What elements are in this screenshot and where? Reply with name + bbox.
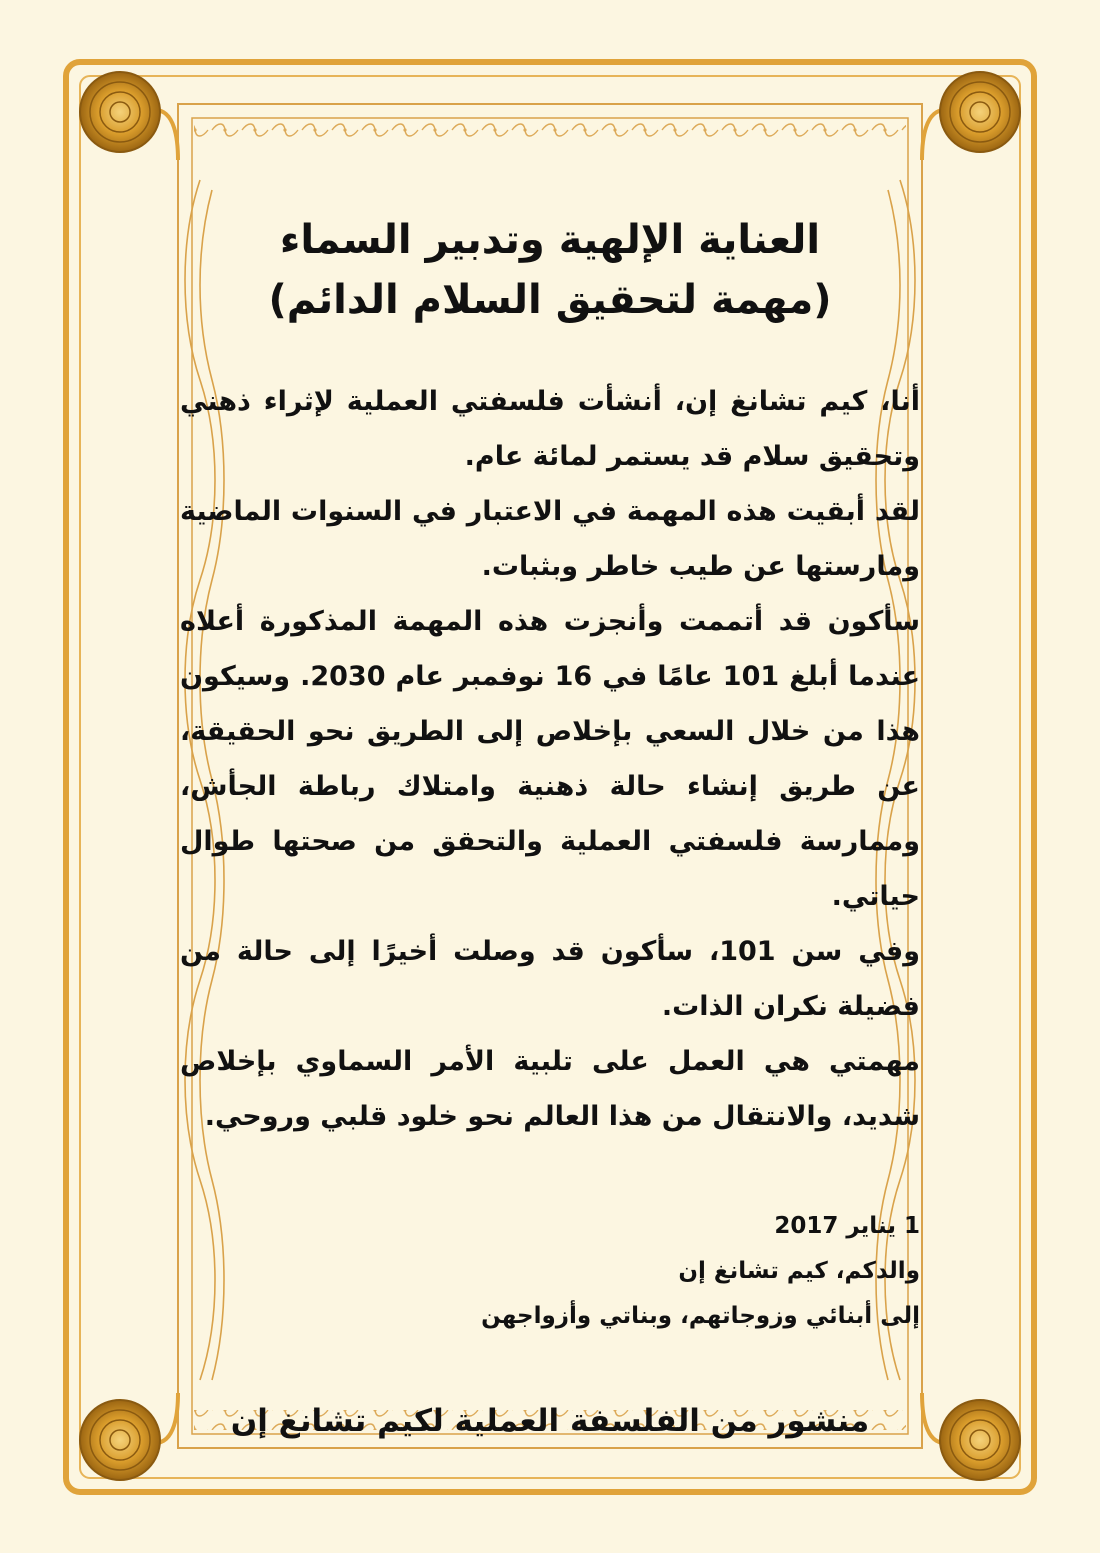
paragraph-5: مهمتي هي العمل على تلبية الأمر السماوي بإخلاص شديد، والانتقال من هذا العالم نحو خلود قلبي وروحي. bbox=[180, 1046, 920, 1132]
gold-medallion-icon-top-left bbox=[80, 72, 160, 152]
page-title bbox=[180, 210, 920, 330]
paragraph-2: لقد أبقيت هذه المهمة في الاعتبار في السنوات الماضية ومارستها عن طيب خاطر وبثبات. bbox=[180, 496, 920, 582]
title-line-1: العناية الإلهية وتدبير السماء bbox=[279, 217, 821, 263]
paragraph-4: وفي سن 101، سأكون قد وصلت أخيرًا إلى حالة من فضيلة نكران الذات. bbox=[180, 936, 920, 1022]
title-line-2: (مهمة لتحقيق السلام الدائم) bbox=[268, 277, 832, 323]
gold-medallion-icon-bottom-left bbox=[80, 1400, 160, 1480]
footer-title: منشور من الفلسفة العملية لكيم تشانغ إن bbox=[230, 1403, 870, 1439]
document-body bbox=[180, 374, 920, 1144]
signature-block bbox=[180, 1204, 920, 1339]
signature-recipients: إلى أبنائي وزوجاتهم، وبناتي وأزواجهن bbox=[481, 1303, 920, 1329]
gold-medallion-icon-bottom-right bbox=[940, 1400, 1020, 1480]
signature-author: والدكم، كيم تشانغ إن bbox=[678, 1258, 920, 1284]
signature-date: 1 يناير 2017 bbox=[774, 1213, 920, 1239]
gold-medallion-icon-top-right bbox=[940, 72, 1020, 152]
paragraph-3: سأكون قد أتممت وأنجزت هذه المهمة المذكورة أعلاه عندما أبلغ 101 عامًا في 16 نوفمبر عام 2030. وسيكون هذا من خلال السعي بإخلاص إلى الطريق نحو الحقيقة، عن طريق إنشاء حالة ذهنية وامتلاك رباطة الجأش، وممارسة فلسفتي العملية والتحقق من صحتها طوال حياتي. bbox=[180, 606, 921, 912]
paragraph-1: أنا، كيم تشانغ إن، أنشأت فلسفتي العملية لإثراء ذهني وتحقيق سلام قد يستمر لمائة عام. bbox=[180, 386, 920, 472]
document-content bbox=[180, 210, 921, 1439]
